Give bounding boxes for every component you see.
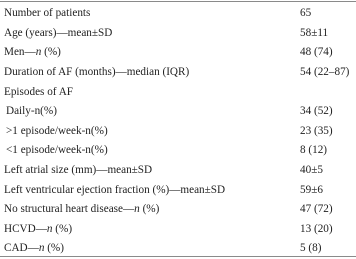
label-text: (%) xyxy=(52,222,73,235)
row-value: 48 (74) xyxy=(300,46,333,59)
table-row xyxy=(0,102,356,122)
table-row xyxy=(0,82,356,102)
table-row xyxy=(0,141,356,161)
row-value: 5 (8) xyxy=(300,242,322,255)
row-value xyxy=(300,82,356,102)
row-value: 23 (35) xyxy=(300,124,333,137)
label-italic-n: n xyxy=(134,203,140,216)
table-row xyxy=(0,161,356,181)
row-value: 65 xyxy=(300,7,312,20)
row-value: 54 (22–87) xyxy=(300,65,350,78)
label-text: (%) xyxy=(139,203,160,216)
row-value: 34 (52) xyxy=(300,105,333,118)
row-label: Age (years)—mean±SD xyxy=(4,26,113,39)
row-label: >1 episode/week-n(%) xyxy=(6,124,108,137)
label-text: Men— xyxy=(4,46,36,59)
row-label xyxy=(0,220,300,240)
label-text: No structural heart disease— xyxy=(4,203,135,216)
row-label: Duration of AF (months)—median (IQR) xyxy=(4,65,190,78)
table-row xyxy=(0,63,356,83)
row-label xyxy=(0,43,300,63)
top-rule xyxy=(0,1,356,2)
row-value: 58±11 xyxy=(300,26,329,39)
table-row xyxy=(0,200,356,220)
characteristics-grid xyxy=(0,4,356,259)
row-value: 59±6 xyxy=(300,183,323,196)
row-label: Daily-n(%) xyxy=(6,105,57,118)
table-row xyxy=(0,180,356,200)
table-row xyxy=(0,4,356,24)
row-label xyxy=(0,200,300,220)
bottom-rule xyxy=(0,256,356,257)
label-text: (%) xyxy=(41,46,61,59)
row-label: Left atrial size (mm)—mean±SD xyxy=(4,163,153,176)
table-row xyxy=(0,220,356,240)
row-label: <1 episode/week-n(%) xyxy=(6,144,108,157)
table-row xyxy=(0,24,356,44)
label-text: (%) xyxy=(44,242,64,255)
row-value: 13 (20) xyxy=(300,222,333,235)
row-label: Number of patients xyxy=(4,7,91,20)
table-row xyxy=(0,43,356,63)
label-text: CAD— xyxy=(4,242,39,255)
label-text: HCVD— xyxy=(4,222,47,235)
row-value: 40±5 xyxy=(300,163,323,176)
label-italic-n: n xyxy=(46,222,53,235)
row-label: Left ventricular ejection fraction (%)—mean±SD xyxy=(4,183,226,196)
table-row xyxy=(0,122,356,142)
label-italic-n: n xyxy=(38,242,45,255)
row-label: Episodes of AF xyxy=(4,85,73,98)
label-italic-n: n xyxy=(35,46,42,59)
row-value: 47 (72) xyxy=(300,203,333,216)
row-value: 8 (12) xyxy=(300,144,328,157)
